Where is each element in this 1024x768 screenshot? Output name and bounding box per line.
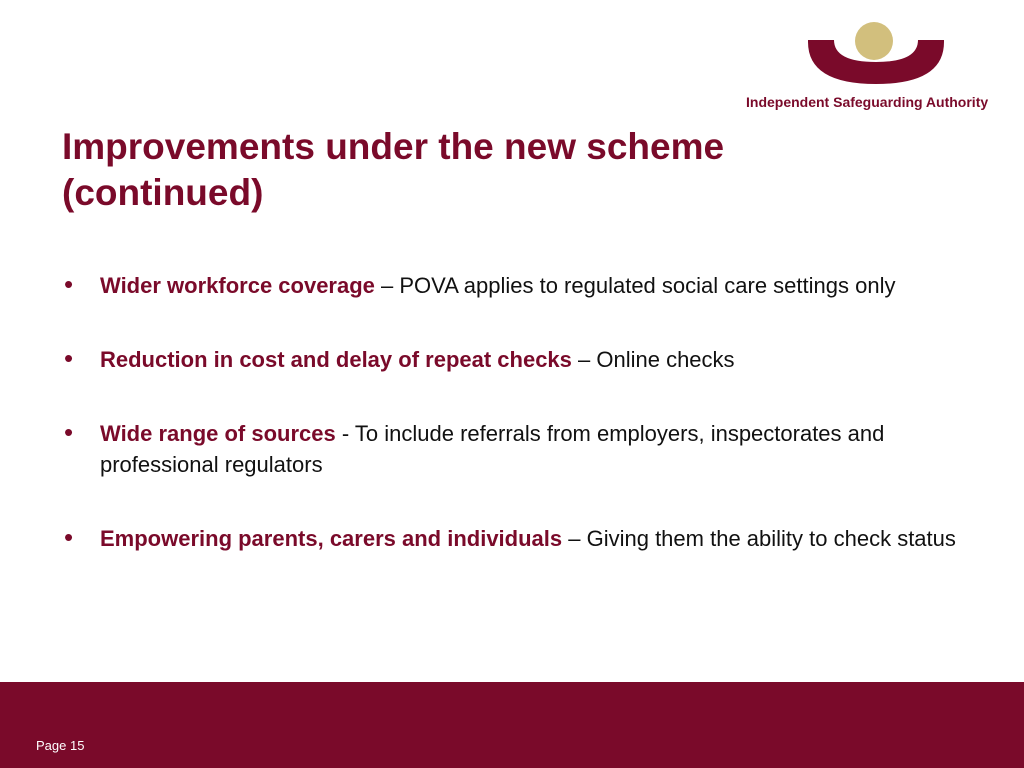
bullet-icon: •: [64, 417, 74, 447]
bullet-icon: •: [64, 343, 74, 373]
bullet-term: Wider workforce coverage: [100, 273, 375, 298]
isa-logo-icon: [806, 20, 946, 90]
bullet-text: – Online checks: [571, 347, 735, 372]
bullet-text: – Giving them the ability to check status: [562, 526, 956, 551]
slide-title: Improvements under the new scheme (continued): [62, 126, 725, 213]
bullet-term: Empowering parents, carers and individuals: [100, 526, 563, 551]
bullet-item: [62, 523, 972, 554]
bullet-text: – POVA applies to regulated social care settings only: [374, 273, 896, 298]
footer-bar: [0, 682, 1024, 768]
bullet-text: - To include referrals from employers, inspectorates and professional regulators: [100, 421, 885, 477]
bullet-term: Wide range of sources: [100, 421, 336, 446]
page-number: Page 15: [36, 738, 85, 753]
bullet-item: [62, 270, 972, 301]
logo: [746, 20, 1006, 116]
bullet-term: Reduction in cost and delay of repeat checks: [100, 347, 572, 372]
bullet-item: [62, 418, 972, 480]
bullet-icon: •: [64, 522, 74, 552]
bullet-list: [62, 270, 972, 597]
logo-text: Independent Safeguarding Authority: [746, 94, 989, 110]
bullet-item: [62, 344, 972, 375]
bullet-icon: •: [64, 269, 74, 299]
